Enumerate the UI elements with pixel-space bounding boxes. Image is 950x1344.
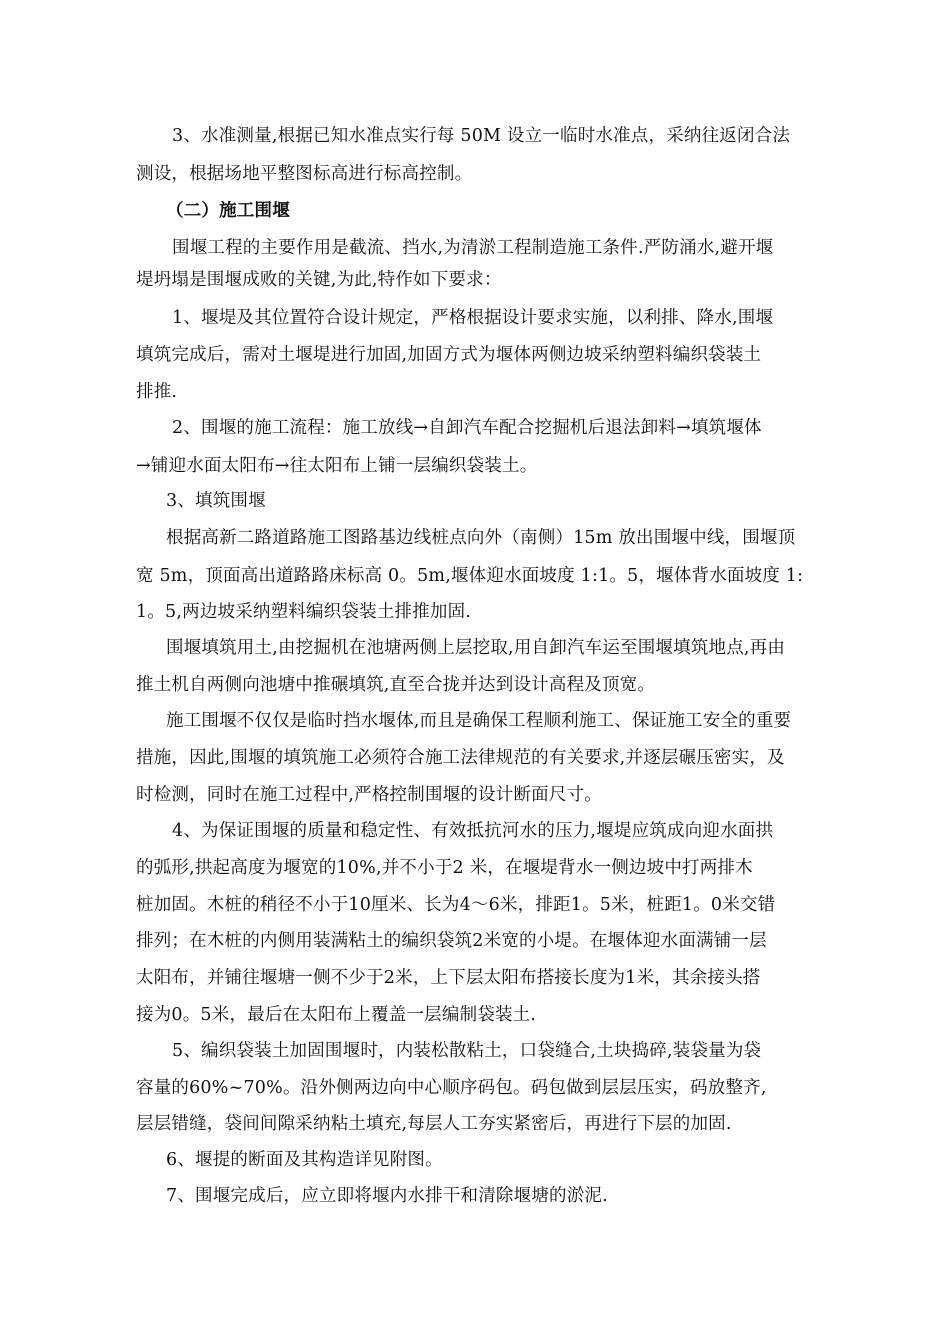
paragraph-line: 的弧形,拱起高度为堰宽的10%,并不小于2 米，在堰堤背水一侧边坡中打两排木 — [136, 858, 753, 878]
paragraph-line: 7、围堰完成后，应立即将堰内水排干和清除堰塘的淤泥. — [166, 1186, 608, 1206]
paragraph-line: 桩加固。木桩的稍径不小于10厘米、长为4～6米，排距1。5米，桩距1。0米交错 — [136, 895, 776, 915]
paragraph-line: 2、围堰的施工流程：施工放线→自卸汽车配合挖掘机后退法卸料→填筑堰体 — [172, 418, 762, 438]
paragraph-line: →铺迎水面太阳布→往太阳布上铺一层编织袋装土。 — [136, 456, 538, 476]
paragraph-line: 措施，因此,围堰的填筑施工必须符合施工法律规范的有关要求,并逐层碾压密实，及 — [136, 748, 785, 768]
paragraph-line: 容量的60%~70%。沿外侧两边向中心顺序码包。码包做到层层压实，码放整齐, — [136, 1078, 767, 1098]
paragraph-line: 堤坍塌是围堰成败的关键,为此,特作如下要求： — [136, 270, 502, 290]
paragraph-line: 测设，根据场地平整图标高进行标高控制。 — [136, 164, 473, 184]
paragraph-line: 推土机自两侧向池塘中推碾填筑,直至合拢并达到设计高程及顶宽。 — [136, 675, 656, 695]
paragraph-line: 3、填筑围堰 — [166, 491, 266, 511]
section-heading: （二）施工围堰 — [166, 201, 290, 221]
paragraph-line: 时检测，同时在施工过程中,严格控制围堰的设计断面尺寸。 — [136, 785, 602, 805]
paragraph-line: 4、为保证围堰的质量和稳定性、有效抵抗河水的压力,堰堤应筑成向迎水面拱 — [172, 821, 774, 841]
paragraph-line: 根据高新二路道路施工图路基边线桩点向外（南侧）15m 放出围堰中线，围堰顶 — [166, 528, 796, 548]
paragraph-line: 排列；在木桩的内侧用装满粘土的编织袋筑2米宽的小堤。在堰体迎水面满铺一层 — [136, 931, 767, 951]
paragraph-line: 宽 5m，顶面高出道路路床标高 0。5m,堰体迎水面坡度 1:1。5，堰体背水面坡度 1: — [136, 566, 804, 586]
paragraph-line: 层层错缝，袋间间隙采纳粘土填充,每层人工夯实紧密后，再进行下层的加固. — [136, 1114, 732, 1134]
paragraph-line: 围堰工程的主要作用是截流、挡水,为清淤工程制造施工条件.严防涌水,避开堰 — [172, 238, 774, 258]
paragraph-line: 6、堰提的断面及其构造详见附图。 — [166, 1150, 443, 1170]
paragraph-line: 接为0。5米，最后在太阳布上覆盖一层编制袋装土. — [136, 1005, 537, 1025]
paragraph-line: 1。5,两边坡采纳塑料编织袋装土排推加固. — [136, 602, 472, 622]
paragraph-line: 5、编织袋装土加固围堰时，内装松散粘土，口袋缝合,土块捣碎,装袋量为袋 — [172, 1041, 762, 1061]
paragraph-line: 填筑完成后，需对土堰堤进行加固,加固方式为堰体两侧边坡采纳塑料编织袋装土 — [136, 345, 762, 365]
paragraph-line: 3、水准测量,根据已知水准点实行每 50M 设立一临时水准点，采纳往返闭合法 — [172, 126, 791, 146]
paragraph-line: 施工围堰不仅仅是临时挡水堰体,而且是确保工程顺利施工、保证施工安全的重要 — [166, 711, 792, 731]
paragraph-line: 排推. — [136, 382, 178, 402]
paragraph-line: 太阳布，并铺往堰塘一侧不少于2米，上下层太阳布搭接长度为1米，其余接头搭 — [136, 968, 761, 988]
paragraph-line: 1、堰堤及其位置符合设计规定，严格根据设计要求实施，以利排、降水,围堰 — [172, 308, 774, 328]
paragraph-line: 围堰填筑用土,由挖掘机在池塘两侧上层挖取,用自卸汽车运至围堰填筑地点,再由 — [166, 638, 786, 658]
